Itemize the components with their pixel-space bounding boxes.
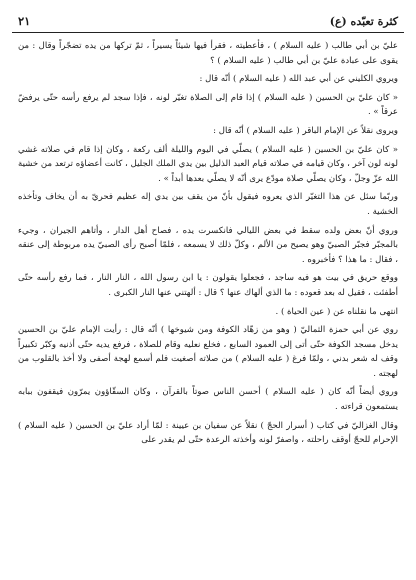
- running-title: كثرة تعبّده (ع): [329, 15, 398, 28]
- page-number: ٢١: [18, 14, 31, 28]
- paragraph: « كان عليّ بن الحسين ( عليه السلام ) إذا قام إلى الصلاة تغيّر لونه ، فإذا سجد لم يرفع رأسه حتّى يرفضّ عرقاً » .: [18, 92, 398, 118]
- paragraph: وقال الغزاليّ في كتاب ( أسرار الحجّ ) نقلاً عن سفيان بن عيينة : لمّا أراد عليّ بن الحسين ( عليه السلام ) الإحرام للحجّ أوقف راحلته ، واصفرّ لونه وأخذته الرعدة حتّى لم يقدر على: [18, 420, 398, 446]
- paragraph: ويروي الكليني عن أبي عبد الله ( عليه السلام ) أنّه قال :: [199, 74, 398, 85]
- page-body: [12, 33, 404, 448]
- paragraph: عليّ بن أبي طالب ( عليه السلام ) ، فأعطيته ، فقرأ فيها شيئاً يسيراً ، ثمّ تركها من يده تضجّراً وقال : من يقوى على عبادة عليّ بن أبي طالب ( عليه السلام ) ؟: [18, 41, 398, 66]
- paragraph: وربّما سئل عن هذا التغيّر الذي يعروه فيقول بأنّ من يقف بين يدي إله عظيم فحريّ به أن يخاف وتأخذه الخشية .: [18, 192, 398, 217]
- paragraph: ويروى نقلاً عن الإمام الباقر ( عليه السلام ) أنّه قال :: [213, 125, 398, 136]
- paragraph: وروي أنّ بعض ولده سقط في بعض الليالي فانكسرت يده ، فصاح أهل الدار ، وأتاهم الجيران ، وجيء بالمجبّر فجبّر الصبيّ وهو يصيح من الألم ، وكلّ ذلك لا يسمعه ، فلمّا أصبح رأى الصبيّ يده مربوطة إلى عنقه ، فقال : ما هذا ؟ فأخبروه .: [18, 225, 398, 265]
- page-header: [12, 14, 404, 33]
- paragraph: ووقع حريق في بيت هو فيه ساجد ، فجعلوا يقولون : يا ابن رسول الله ، النار النار ، فما رفع رأسه حتّى أطفئت ، فقيل له بعد قعوده : ما الذي ألهاك عنها ؟ قال : ألهتني عنها النار الكبرى .: [18, 273, 398, 298]
- paragraph: روي عن أبي حمزة الثماليّ ( وهو من زهّاد الكوفة ومن شيوخها ) أنّه قال : رأيت الإمام عليّ بن الحسين يدخل مسجد الكوفة حتّى أتى إلى العمود السابع ، فخلع نعليه وقام للصلاة ، فرفع يديه حتّى أذنيه وكبّر تكبيراً وقف له شعر بدني ، ولمّا فرغ ( عليه السلام ) من صلاته أصغيت فلم أسمع لهجة أصفى ولا أخذ بالقلوب من لهجته .: [18, 325, 398, 379]
- paragraph: « كان عليّ بن الحسين ( عليه السلام ) يصلّي في اليوم والليلة ألف ركعة ، وكان إذا قام في صلاته غشي لونه لون آخر ، وكان قيامه في صلاته قيام العبد الذليل بين يدي الملك الجليل ، كانت أعضاؤه ترتعد من خشية الله عزّ وجلّ ، وكان يصلّي صلاة مودّع يرى أنّه لا يصلّي بعدها أبداً » .: [18, 144, 398, 184]
- paragraph: وروي أيضاً أنّه كان ( عليه السلام ) أحسن الناس صوتاً بالقرآن ، وكان السقّاؤون يمرّون فيقفون ببابه يستمعون قراءته .: [18, 387, 398, 413]
- paragraph: انتهى ما نقلناه عن ( عين الحياة ) .: [275, 306, 398, 317]
